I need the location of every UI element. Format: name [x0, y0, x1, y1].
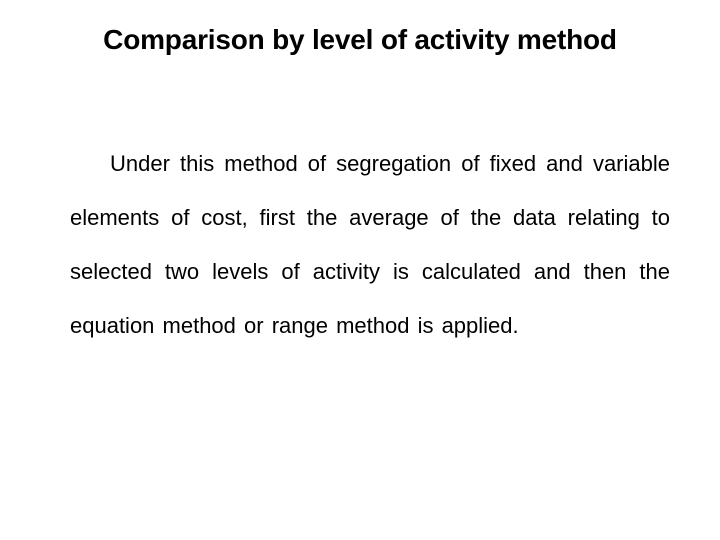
slide-title: Comparison by level of activity method: [103, 24, 617, 55]
slide-paragraph: Under this method of segregation of fixed and variable elements of cost, first the average of the data relating to selected two levels of activity is calculated and then the equation method or range method is applied.: [70, 151, 670, 338]
